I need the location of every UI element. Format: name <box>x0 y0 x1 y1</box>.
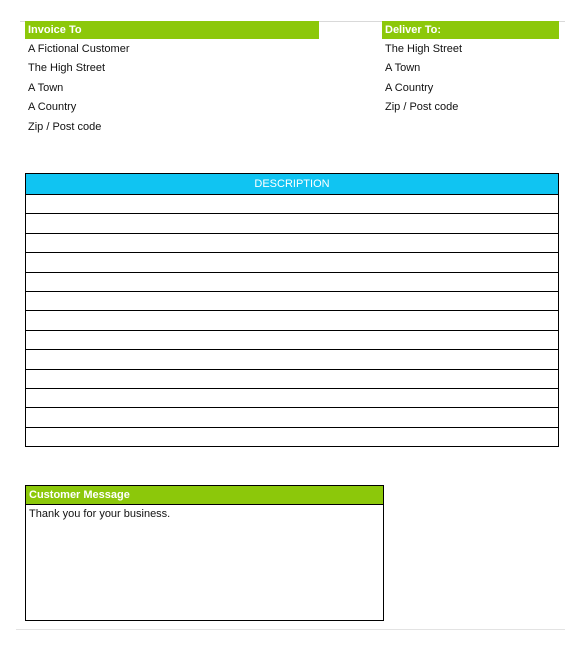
description-row[interactable] <box>26 195 558 214</box>
deliver-to-block <box>382 21 559 118</box>
deliver-to-address <box>382 40 559 118</box>
description-header: DESCRIPTION <box>26 174 558 195</box>
invoice-to-line-name[interactable]: A Fictional Customer <box>28 42 130 55</box>
invoice-to-line-postcode[interactable]: Zip / Post code <box>28 120 102 133</box>
deliver-to-line-street[interactable]: The High Street <box>385 42 463 55</box>
customer-message-header: Customer Message <box>26 486 383 505</box>
description-row[interactable] <box>26 234 558 253</box>
invoice-to-line-town[interactable]: A Town <box>28 81 64 94</box>
bottom-divider <box>16 629 565 630</box>
description-row[interactable] <box>26 350 558 369</box>
invoice-to-block <box>25 21 319 137</box>
customer-message-text[interactable]: Thank you for your business. <box>29 508 171 520</box>
description-row[interactable] <box>26 253 558 272</box>
description-row[interactable] <box>26 331 558 350</box>
description-row[interactable] <box>26 408 558 427</box>
description-row[interactable] <box>26 214 558 233</box>
invoice-to-address <box>25 40 319 138</box>
invoice-to-line-country[interactable]: A Country <box>28 101 77 113</box>
description-row[interactable] <box>26 370 558 389</box>
description-row[interactable] <box>26 389 558 408</box>
customer-message-box <box>25 485 384 621</box>
deliver-to-line-town[interactable]: A Town <box>385 62 421 74</box>
description-row[interactable] <box>26 292 558 311</box>
description-row[interactable] <box>26 311 558 330</box>
description-row[interactable] <box>26 428 558 446</box>
invoice-to-line-street[interactable]: The High Street <box>28 62 106 74</box>
deliver-to-line-country[interactable]: A Country <box>385 81 434 94</box>
deliver-to-line-postcode[interactable]: Zip / Post code <box>385 101 459 113</box>
invoice-to-header: Invoice To <box>25 21 319 39</box>
deliver-to-header: Deliver To: <box>382 21 559 39</box>
description-row[interactable] <box>26 273 558 292</box>
description-table <box>25 173 559 447</box>
description-rows <box>26 195 558 446</box>
